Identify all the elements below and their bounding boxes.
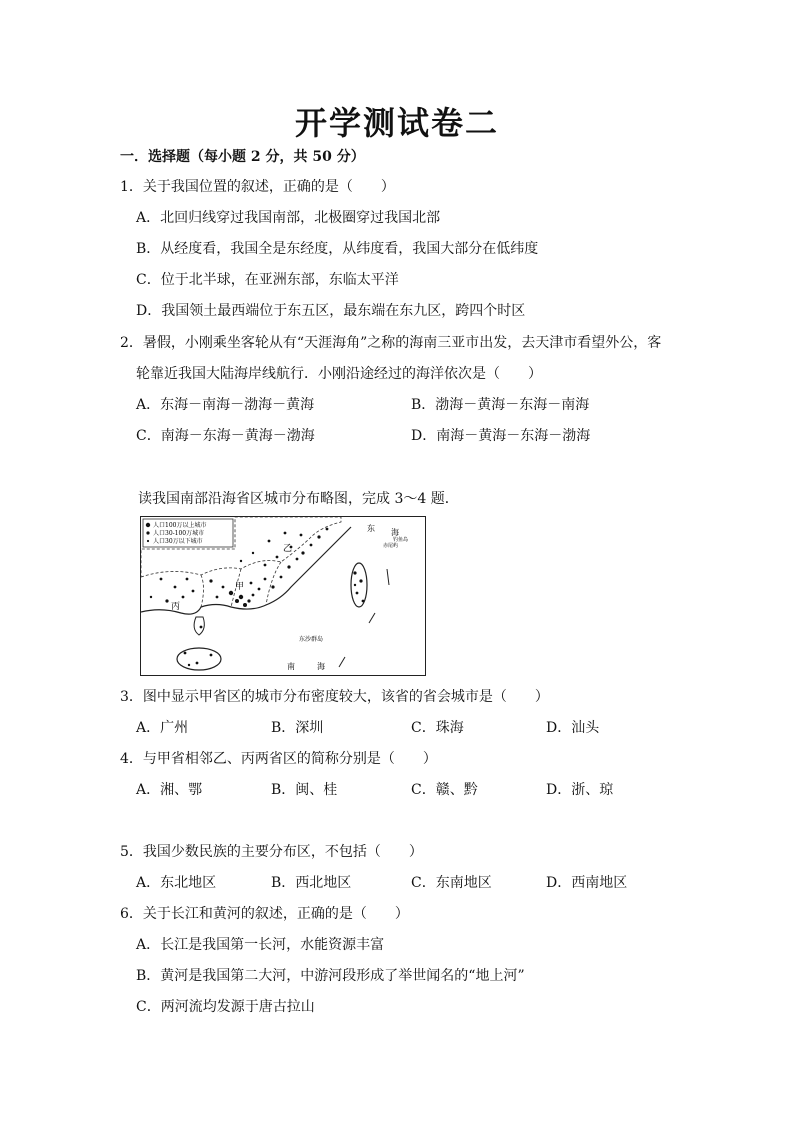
q5-option-b[interactable]: B．西北地区 <box>271 875 352 891</box>
q3-option-c[interactable]: C．珠海 <box>411 720 464 736</box>
q3-option-b[interactable]: B．深圳 <box>271 720 324 736</box>
q2-option-a[interactable]: A．东海－南海－渤海－黄海 <box>136 397 315 413</box>
q1-option-b[interactable]: B．从经度看，我国全是东经度，从纬度看，我国大部分在低纬度 <box>136 241 539 257</box>
q1-option-a[interactable]: A．北回归线穿过我国南部，北极圈穿过我国北部 <box>136 210 441 226</box>
city-dots <box>150 528 365 667</box>
border-bing <box>201 575 204 607</box>
border-line-1 <box>387 569 389 585</box>
q3-option-d[interactable]: D．汕头 <box>546 720 600 736</box>
q6-stem: 6．关于长江和黄河的叙述，正确的是（ ） <box>120 906 409 922</box>
border-line-2 <box>369 613 375 623</box>
q6-option-c[interactable]: C．两河流均发源于唐古拉山 <box>136 999 315 1015</box>
q2-stem-line1: 2．暑假，小刚乘坐客轮从有“天涯海角”之称的海南三亚市出发，去天津市看望外公，客 <box>120 335 662 351</box>
taiwan-island <box>351 563 367 607</box>
q2-option-b[interactable]: B．渤海－黄海－东海－南海 <box>411 397 590 413</box>
map-label-chiwei: 赤尾屿 <box>383 543 399 549</box>
leizhou-peninsula <box>194 617 204 635</box>
map-label-south-2: 海 <box>317 662 325 671</box>
q2-option-c[interactable]: C．南海－东海－黄海－渤海 <box>136 428 315 444</box>
q4-option-d[interactable]: D．浙、琼 <box>546 782 614 798</box>
legend-label-2: 人口30-100万城市 <box>153 530 205 537</box>
q2-stem-line2: 轮靠近我国大陆海岸线航行．小刚沿途经过的海洋依次是（ ） <box>136 366 542 382</box>
q1-option-c[interactable]: C．位于北半球，在亚洲东部，东临太平洋 <box>136 272 399 288</box>
q3-stem: 3．图中显示甲省区的城市分布密度较大，该省的省会城市是（ ） <box>120 689 549 705</box>
document-title: 开学测试卷二 <box>294 104 499 142</box>
q5-option-a[interactable]: A．东北地区 <box>136 875 217 891</box>
legend-dot-small <box>147 540 149 542</box>
map-label-east-2: 海 <box>391 528 399 537</box>
border-line-3 <box>339 657 345 667</box>
map-label-diaoyu: 钓鱼岛 <box>393 537 409 543</box>
q5-option-d[interactable]: D．西南地区 <box>546 875 628 891</box>
city-distribution-map <box>140 516 426 676</box>
q6-option-a[interactable]: A．长江是我国第一长河，水能资源丰富 <box>136 937 385 953</box>
q4-option-a[interactable]: A．湘、鄂 <box>136 782 203 798</box>
legend-dot-medium <box>146 531 149 534</box>
q1-stem: 1．关于我国位置的叙述，正确的是（ ） <box>120 179 395 195</box>
map-label-yi: 乙 <box>283 544 293 554</box>
legend-label-1: 人口100万以上城市 <box>153 522 207 529</box>
q4-option-c[interactable]: C．赣、黔 <box>411 782 478 798</box>
q5-stem: 5．我国少数民族的主要分布区，不包括（ ） <box>120 844 423 860</box>
map-label-south-1: 南 <box>287 662 295 671</box>
map-question-intro: 读我国南部沿海省区城市分布略图，完成 3～4 题． <box>138 491 459 507</box>
q3-option-a[interactable]: A．广州 <box>136 720 189 736</box>
map-label-dongsha: 东沙群岛 <box>299 636 324 643</box>
hainan-island <box>177 648 221 670</box>
map-label-bing: 丙 <box>171 602 181 612</box>
q2-option-d[interactable]: D．南海－黄海－东海－渤海 <box>411 428 591 444</box>
map-label-east-1: 东 <box>367 524 375 533</box>
legend-dot-large <box>146 523 150 527</box>
q6-option-b[interactable]: B．黄河是我国第二大河，中游河段形成了举世闻名的“地上河” <box>136 968 525 984</box>
q4-stem: 4．与甲省相邻乙、丙两省区的简称分别是（ ） <box>120 751 437 767</box>
legend-label-3: 人口30万以下城市 <box>153 538 203 545</box>
section-heading: 一．选择题（每小题 2 分，共 50 分） <box>120 149 365 165</box>
q1-option-d[interactable]: D．我国领土最西端位于东五区，最东端在东九区，跨四个时区 <box>136 303 526 319</box>
map-label-jia: 甲 <box>235 582 245 592</box>
q4-option-b[interactable]: B．闽、桂 <box>271 782 338 798</box>
q5-option-c[interactable]: C．东南地区 <box>411 875 492 891</box>
